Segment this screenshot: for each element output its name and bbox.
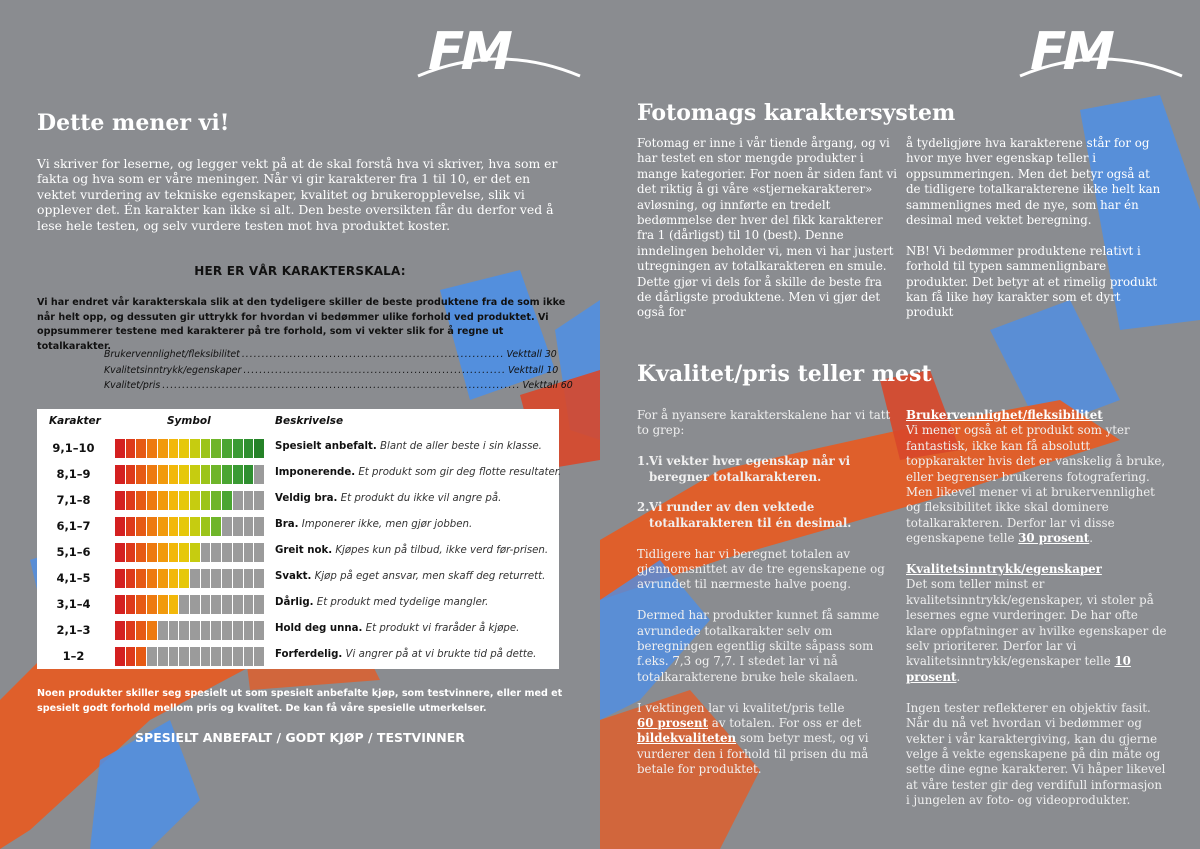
- weight-row: [104, 363, 559, 379]
- bar-segment: [179, 439, 189, 458]
- bar-segment: [147, 543, 157, 562]
- bar-segment: [158, 517, 168, 536]
- grade-row: [37, 487, 559, 513]
- bar-segment: [179, 621, 189, 640]
- grade-value: 8,1–9: [56, 467, 91, 481]
- bar-segment: [126, 517, 136, 536]
- logo-text: FM: [421, 22, 516, 82]
- bar-segment: [136, 465, 146, 484]
- bar-segment: [158, 621, 168, 640]
- grade-text: Et produkt som gir deg flotte resultater.: [358, 467, 562, 478]
- bar-segment: [190, 543, 200, 562]
- grade-value: 9,1–10: [52, 441, 95, 455]
- bar-segment: [147, 517, 157, 536]
- weight-leader: ..........................................................................................: [162, 380, 521, 392]
- bar-segment: [254, 543, 264, 562]
- weight-row: [104, 378, 573, 394]
- header-symbol: Symbol: [167, 415, 211, 427]
- bar-segment: [222, 439, 232, 458]
- bar-segment: [222, 569, 232, 588]
- bar-segment: [233, 517, 243, 536]
- bar-segment: [126, 569, 136, 588]
- text: I vektingen lar vi kvalitet/pris telle: [637, 700, 845, 715]
- bar-segment: [115, 543, 125, 562]
- bar-segment: [136, 491, 146, 510]
- bar-segment: [190, 621, 200, 640]
- bar-segment: [222, 543, 232, 562]
- grade-text: Et produkt du ikke vil angre på.: [340, 493, 502, 504]
- bar-segment: [233, 465, 243, 484]
- grade-symbol-bar: [115, 647, 264, 666]
- bar-segment: [158, 439, 168, 458]
- text: som betyr mest, og vi vurderer den i forhold til prisen du må betale for produktet.: [637, 731, 869, 777]
- grade-description: [275, 493, 501, 504]
- grade-symbol-bar: [115, 491, 264, 510]
- bar-segment: [233, 543, 243, 562]
- bar-segment: [201, 543, 211, 562]
- weight-row: [104, 347, 557, 363]
- scale-intro: Vi har endret vår karakterskala slik at den tydeligere skiller de beste produktene fra de som ikke når helt opp, og dessuten gir uttrykk for hvordan vi bedømmer ulike forhold ved produktet. Vi oppsummerer testene med karakterer på tre forhold, som vi vekter slik for å regne ut totalkarakter.: [37, 297, 566, 352]
- bar-segment: [147, 439, 157, 458]
- section-title-karaktersystem: Fotomags karaktersystem: [637, 100, 956, 126]
- bar-segment: [244, 517, 254, 536]
- grade-label: Spesielt anbefalt.: [275, 441, 377, 452]
- paragraph: Tidligere har vi beregnet totalen av gjennomsnittet av de tre egenskapene og avrundet til nærmeste halve poeng.: [637, 546, 885, 592]
- bar-segment: [233, 439, 243, 458]
- grade-symbol-bar: [115, 621, 264, 640]
- intro-paragraph: Vi skriver for leserne, og legger vekt på at de skal forstå hva vi skriver, hva som er fakta og hva som er våre meninger. Når vi gir karakterer fra 1 til 10, er det en vektet vurdering av tekniske egenskaper, kvalitet og brukeropplevelse, slik vi opplever det. Én karakter kan ikke si alt. Den beste oversikten får du derfor ved å lese hele testen, og selv vurdere testen mot hva produktet koster.: [37, 156, 558, 233]
- bar-segment: [179, 465, 189, 484]
- bar-segment: [222, 647, 232, 666]
- grade-value: 7,1–8: [56, 493, 91, 507]
- logo-text: FM: [1023, 22, 1118, 82]
- grade-text: Et produkt med tydelige mangler.: [316, 597, 489, 608]
- bar-segment: [179, 543, 189, 562]
- bar-segment: [136, 569, 146, 588]
- list-number: 1.: [637, 454, 650, 469]
- grade-value: 3,1–4: [56, 597, 91, 611]
- bar-segment: [254, 647, 264, 666]
- grade-text: Vi angrer på at vi brukte tid på dette.: [345, 649, 537, 660]
- bar-segment: [190, 595, 200, 614]
- paragraph: Ingen tester reflekterer en objektiv fasit. Når du nå vet hvordan vi bedømmer og vekter i vår karaktergiving, kan du gjerne velge å vekte egenskapene på din måte og sette dine egne karakterer. Vi håper likevel at våre tester gir deg verdifull informasjon i jungelen av foto- og videoprodukter.: [906, 700, 1166, 808]
- bar-segment: [179, 491, 189, 510]
- grade-value: 4,1–5: [56, 571, 91, 585]
- column-1: [637, 136, 899, 336]
- bar-segment: [169, 647, 179, 666]
- bar-segment: [244, 569, 254, 588]
- list-text: Vi runder av den vektede totalkarakteren til én desimal.: [649, 500, 852, 530]
- bar-segment: [136, 517, 146, 536]
- bar-segment: [222, 595, 232, 614]
- bar-segment: [115, 569, 125, 588]
- highlight-30-percent: 30 prosent: [1018, 531, 1090, 546]
- grade-label: Dårlig.: [275, 597, 314, 608]
- bar-segment: [190, 465, 200, 484]
- grade-row: [37, 513, 559, 539]
- bar-segment: [211, 543, 221, 562]
- bar-segment: [211, 517, 221, 536]
- bar-segment: [222, 491, 232, 510]
- grade-description: [275, 597, 488, 608]
- paragraph: For å nyansere karakterskalene har vi tatt to grep:: [637, 408, 891, 438]
- bar-segment: [169, 517, 179, 536]
- outro-paragraph: Noen produkter skiller seg spesielt ut som spesielt anbefalte kjøp, som testvinnere, eller med et spesielt godt forhold mellom pris og kvalitet. De kan få våre spesielle utmerkelser.: [37, 688, 563, 714]
- bar-segment: [179, 517, 189, 536]
- bar-segment: [115, 491, 125, 510]
- bar-segment: [147, 465, 157, 484]
- bar-segment: [169, 569, 179, 588]
- bar-segment: [244, 465, 254, 484]
- grade-row: [37, 461, 562, 487]
- bar-segment: [115, 439, 125, 458]
- bar-segment: [244, 543, 254, 562]
- grade-row: [37, 643, 559, 669]
- bar-segment: [158, 465, 168, 484]
- list-item: [637, 500, 899, 531]
- bar-segment: [126, 439, 136, 458]
- weight-name: Kvalitet/pris: [104, 380, 161, 392]
- bar-segment: [201, 517, 211, 536]
- grade-row: [37, 565, 559, 591]
- bar-segment: [169, 543, 179, 562]
- grade-table: [37, 409, 562, 669]
- grade-value: 5,1–6: [56, 545, 91, 559]
- section-title-kvalitet-pris: Kvalitet/pris teller mest: [637, 361, 932, 387]
- bar-segment: [126, 543, 136, 562]
- paragraph: Vi mener også at et produkt som yter fantastisk, ikke kan få absolutt toppkarakter hvis det er vanskelig å bruke, eller begrenser brukerens fotografering. Men likevel mener vi at brukervennlighet og fleksibilitet ikke skal dominere totalkarakteren. Derfor lar vi disse egenskapene telle 30 prosent.: [906, 423, 1166, 546]
- bar-segment: [201, 595, 211, 614]
- bar-segment: [126, 595, 136, 614]
- grade-value: 2,1–3: [56, 623, 91, 637]
- header-description: Beskrivelse: [275, 415, 344, 427]
- list-number: 2.: [637, 500, 650, 515]
- bar-segment: [190, 517, 200, 536]
- bar-segment: [201, 465, 211, 484]
- bar-segment: [169, 621, 179, 640]
- bar-segment: [126, 465, 136, 484]
- grade-label: Greit nok.: [275, 545, 333, 556]
- bar-segment: [222, 621, 232, 640]
- grade-label: Hold deg unna.: [275, 623, 363, 634]
- bar-segment: [136, 439, 146, 458]
- bar-segment: [211, 465, 221, 484]
- highlight-bildekvaliteten: bildekvaliteten: [637, 731, 737, 746]
- grade-description: [275, 623, 519, 634]
- bar-segment: [147, 569, 157, 588]
- bar-segment: [233, 491, 243, 510]
- bar-segment: [201, 621, 211, 640]
- bar-segment: [147, 491, 157, 510]
- bar-segment: [211, 569, 221, 588]
- bar-segment: [211, 647, 221, 666]
- grade-text: Blant de aller beste i sin klasse.: [380, 441, 542, 452]
- bar-segment: [190, 491, 200, 510]
- grade-label: Veldig bra.: [275, 493, 338, 504]
- bar-segment: [147, 621, 157, 640]
- bar-segment: [147, 595, 157, 614]
- bar-segment: [115, 517, 125, 536]
- bar-segment: [244, 621, 254, 640]
- grade-description: [275, 467, 561, 478]
- paragraph: å tydeligjøre hva karakterene står for og hvor mye hver egenskap teller i oppsummeringen. Men det betyr også at de tidligere totalkarakterene ikke helt kan sammenlignes med de nye, som har én desimal med vektet beregning.: [906, 136, 1161, 228]
- bar-segment: [233, 647, 243, 666]
- grade-text: Kjøpes kun på tilbud, ikke verd før-prisen.: [335, 545, 549, 556]
- grade-label: Imponerende.: [275, 467, 356, 478]
- bar-segment: [115, 621, 125, 640]
- subheading: Brukervennlighet/fleksibilitet: [906, 408, 1103, 422]
- bar-segment: [201, 569, 211, 588]
- bar-segment: [115, 465, 125, 484]
- grade-symbol-bar: [115, 465, 264, 484]
- paragraph: Dermed har produkter kunnet få samme avrundede totalkarakter selv om beregningen egentlig skilte såpass som f.eks. 7,3 og 7,7. I stedet lar vi nå totalkarakterene bruke hele skalaen.: [637, 608, 880, 684]
- bar-segment: [222, 517, 232, 536]
- bar-segment: [169, 465, 179, 484]
- bar-segment: [169, 595, 179, 614]
- grade-symbol-bar: [115, 517, 264, 536]
- bar-segment: [136, 595, 146, 614]
- bar-segment: [233, 569, 243, 588]
- text: av totalen. For oss er det: [711, 716, 862, 731]
- bar-segment: [126, 621, 136, 640]
- bar-segment: [147, 647, 157, 666]
- highlight-10-percent: 10 prosent: [906, 654, 1131, 684]
- grade-symbol-bar: [115, 543, 264, 562]
- weight-leader: ..................................................................: [243, 364, 506, 376]
- grade-row: [37, 435, 559, 461]
- text: Det som teller minst er kvalitetsinntrykk/egenskaper, vi stoler på lesernes egne vurderinger. De har ofte klare oppfatninger av hvilke egenskaper de selv prioriterer. Derfor lar vi kvalitetsinntrykk/egenskaper telle: [906, 577, 1167, 669]
- bar-segment: [169, 439, 179, 458]
- right-page: [600, 0, 1200, 849]
- list-item: [637, 454, 899, 485]
- bar-segment: [136, 647, 146, 666]
- bar-segment: [254, 465, 264, 484]
- bar-segment: [254, 517, 264, 536]
- bar-segment: [254, 595, 264, 614]
- bar-segment: [254, 569, 264, 588]
- bar-segment: [201, 647, 211, 666]
- paragraph: [637, 701, 899, 778]
- paragraph: Fotomag er inne i vår tiende årgang, og vi har testet en stor mengde produkter i mange kategorier. For noen år siden fant vi det riktig å gi våre «stjernekarakterer» avløsning, og innførte en tredelt bedømmelse der hver del fikk karakterer fra 1 (dårligst) til 10 (best). Denne inndelingen beholder vi, men vi har justert utregningen av totalkarakteren en smule. Dette gjør vi dels for å skille de beste fra de dårligste produktene. Men vi gjør det også for: [637, 136, 898, 320]
- bar-segment: [201, 491, 211, 510]
- bar-segment: [254, 621, 264, 640]
- bar-segment: [254, 439, 264, 458]
- weight-value: Vekttall 10: [508, 364, 559, 376]
- page-title: Dette mener vi!: [37, 110, 230, 136]
- grade-symbol-bar: [115, 595, 264, 614]
- bar-segment: [115, 647, 125, 666]
- grade-symbol-bar: [115, 569, 264, 588]
- bar-segment: [126, 491, 136, 510]
- bar-segment: [244, 491, 254, 510]
- weight-value: Vekttall 60: [522, 380, 573, 392]
- bar-segment: [254, 491, 264, 510]
- bar-segment: [126, 647, 136, 666]
- grade-text: Et produkt vi fraråder å kjøpe.: [365, 623, 520, 634]
- bar-segment: [244, 595, 254, 614]
- highlight-60-percent: 60 prosent: [637, 716, 709, 731]
- grade-label: Forferdelig.: [275, 649, 343, 660]
- paragraph: NB! Vi bedømmer produktene relativt i forhold til typen sammenlignbare produkter. Det betyr at et rimelig produkt kan få like høy karakter som et dyrt produkt: [906, 243, 1158, 320]
- bar-segment: [179, 569, 189, 588]
- bar-segment: [244, 439, 254, 458]
- column-2: [906, 136, 1168, 336]
- bar-segment: [233, 621, 243, 640]
- bar-segment: [179, 647, 189, 666]
- bar-segment: [136, 543, 146, 562]
- grade-label: Svakt.: [275, 571, 312, 582]
- grade-description: [275, 441, 542, 452]
- grade-value: 6,1–7: [56, 519, 91, 533]
- list-text: Vi vekter hver egenskap når vi beregner totalkarakteren.: [649, 454, 851, 484]
- grade-description: [275, 545, 548, 556]
- awards-line: SPESIELT ANBEFALT / GODT KJØP / TESTVINNER: [135, 730, 465, 745]
- bar-segment: [169, 491, 179, 510]
- subheading: Kvalitetsinntrykk/egenskaper: [906, 562, 1102, 577]
- grade-description: [275, 649, 536, 660]
- bar-segment: [158, 569, 168, 588]
- grade-description: [275, 571, 545, 582]
- bar-segment: [211, 491, 221, 510]
- bar-segment: [190, 439, 200, 458]
- bar-segment: [190, 647, 200, 666]
- weights-list: [104, 347, 573, 394]
- bar-segment: [211, 595, 221, 614]
- column-3: [637, 408, 899, 793]
- text: Vi mener også at et produkt som yter fantastisk, ikke kan få absolutt toppkarakter hvis det er vanskelig å bruke, eller begrenser brukerens fotografering. Men likevel mener vi at brukervennlighet og fleksibilitet ikke skal dominere totalkarakteren. Derfor lar vi disse egenskapene telle: [906, 423, 1166, 546]
- grade-value: 1–2: [62, 649, 85, 663]
- fm-logo: [421, 22, 516, 82]
- grade-row: [37, 539, 559, 565]
- weight-name: Kvalitetsinntrykk/egenskaper: [104, 364, 242, 376]
- weight-leader: ..................................................................: [241, 349, 505, 361]
- bar-segment: [158, 595, 168, 614]
- bar-segment: [211, 621, 221, 640]
- bar-segment: [201, 439, 211, 458]
- scale-heading: HER ER VÅR KARAKTERSKALA:: [194, 264, 406, 278]
- weight-value: Vekttall 30: [506, 349, 557, 361]
- bar-segment: [190, 569, 200, 588]
- bar-segment: [158, 543, 168, 562]
- header-grade: Karakter: [49, 415, 101, 427]
- bar-segment: [158, 647, 168, 666]
- grade-symbol-bar: [115, 439, 264, 458]
- grade-description: [275, 519, 472, 530]
- bar-segment: [158, 491, 168, 510]
- grade-row: [37, 617, 559, 643]
- bar-segment: [244, 647, 254, 666]
- bar-segment: [179, 595, 189, 614]
- paragraph: Det som teller minst er kvalitetsinntrykk/egenskaper, vi stoler på lesernes egne vurderinger. De har ofte klare oppfatninger av hvilke egenskaper de selv prioriterer. Derfor lar vi kvalitetsinntrykk/egenskaper telle 10 prosent.: [906, 577, 1167, 684]
- fm-logo: [1023, 22, 1118, 82]
- grade-text: Kjøp på eget ansvar, men skaff deg returrett.: [314, 571, 546, 582]
- bar-segment: [115, 595, 125, 614]
- bar-segment: [211, 439, 221, 458]
- bar-segment: [233, 595, 243, 614]
- grade-label: Bra.: [275, 519, 299, 530]
- column-4: [906, 408, 1168, 824]
- bar-segment: [222, 465, 232, 484]
- grade-text: Imponerer ikke, men gjør jobben.: [301, 519, 473, 530]
- bar-segment: [136, 621, 146, 640]
- weight-name: Brukervennlighet/fleksibilitet: [104, 349, 240, 361]
- grade-row: [37, 591, 559, 617]
